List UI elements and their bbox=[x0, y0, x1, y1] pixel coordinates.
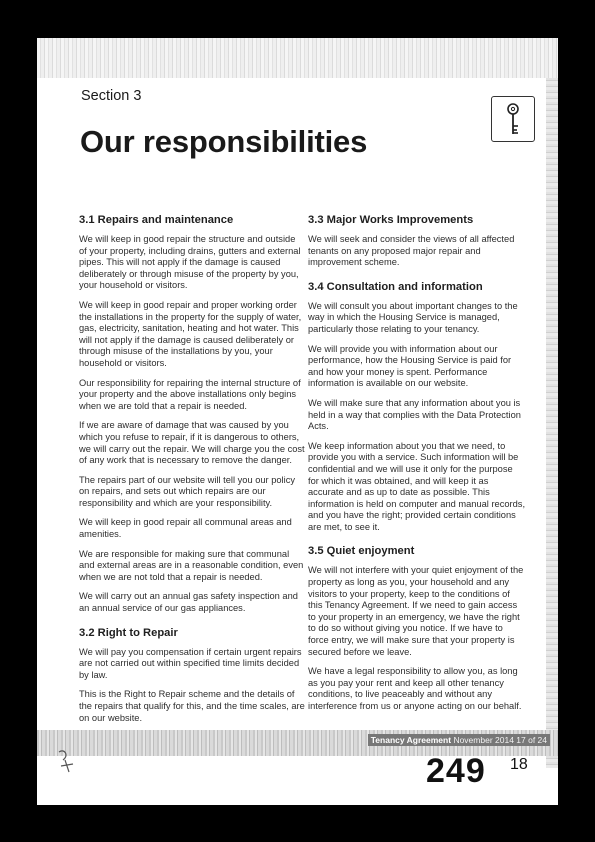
paragraph: We will seek and consider the views of all affected tenants on any proposed major repair and improvement scheme. bbox=[308, 234, 515, 268]
page-title: Our responsibilities bbox=[80, 124, 368, 159]
paragraph: We will provide you with information about our performance, how the Housing Service is paid for and how your money is spent. Performance information is available on our website. bbox=[308, 343, 512, 389]
paragraph: This is the Right to Repair scheme and the details of the repairs that qualify for this, and the time scales, are on our website. bbox=[79, 689, 305, 723]
section-label: Section 3 bbox=[81, 88, 142, 104]
paragraph: Our responsibility for repairing the internal structure of your property and the above installations only begins when we are told that a repair is needed. bbox=[79, 377, 301, 411]
footer-label bbox=[368, 734, 550, 746]
right-column bbox=[308, 214, 526, 721]
paragraph: If we are aware of damage that was caused by you which you refuse to repair, if it is dangerous to others, we will carry out the repair. We will charge you the cost of any work that is necessary to remove the danger. bbox=[79, 420, 305, 466]
heading-major-works: 3.3 Major Works Improvements bbox=[308, 214, 474, 226]
paragraph: We keep information about you that we need, to provide you with a service. Such information will be confidential and we will use it only for the purpose for which it was obtained, and will keep it as accurate and as up to date as possible. This information is held on computer and manual records, and you have the right; provided certain conditions are met, to see it. bbox=[308, 440, 526, 532]
heading-repairs-maintenance: 3.1 Repairs and maintenance bbox=[79, 214, 234, 226]
paragraph: We will keep in good repair all communal areas and amenities. bbox=[79, 517, 292, 540]
handwritten-mark bbox=[55, 746, 81, 776]
handwritten-page-number: 249 bbox=[426, 752, 486, 790]
document-page bbox=[37, 38, 558, 805]
heading-right-to-repair: 3.2 Right to Repair bbox=[79, 626, 178, 639]
paragraph: We will consult you about important changes to the way in which the Housing Service is managed, particularly those relating to your tenancy. bbox=[308, 300, 518, 334]
paragraph: We have a legal responsibility to allow you, as long as you pay your rent and keep all other tenancy conditions, to live peaceably and without any interference from us or anyone acting on our behalf. bbox=[308, 666, 522, 711]
scan-edge-right bbox=[546, 78, 558, 768]
heading-consultation: 3.4 Consultation and information bbox=[308, 280, 483, 293]
paragraph: We will pay you compensation if certain urgent repairs are not carried out within specified time limits decided by law. bbox=[79, 646, 302, 680]
paragraph: We will keep in good repair and proper working order the installations in the property for the supply of water, gas, electricity, sanitation, heating and hot water. This will not apply if the damage is caused deliberately or through misuse of the installations by you, your household or visitors. bbox=[79, 299, 302, 368]
heading-quiet-enjoyment: 3.5 Quiet enjoyment bbox=[308, 545, 415, 558]
paragraph: We will carry out an annual gas safety inspection and an annual service of our gas appliances. bbox=[79, 591, 298, 614]
scan-edge-top bbox=[37, 38, 558, 78]
key-icon bbox=[491, 96, 535, 142]
paragraph: We will not interfere with your quiet enjoyment of the property as long as you, your household and any visitors to your property, keep to the conditions of this Tenancy Agreement. If we need to gain access to your property in an emergency, we have the right to do so without giving you notice. If we have to force entry, we will make sure that your property is secured before we leave. bbox=[308, 565, 524, 657]
footer-page-number: November 2014 17 of 24 bbox=[453, 735, 547, 745]
handwritten-annotation: 18 bbox=[510, 756, 528, 773]
paragraph: We will make sure that any information about you is held in a way that complies with the Data Protection Acts. bbox=[308, 397, 521, 432]
footer-doc-name: Tenancy Agreement bbox=[370, 735, 452, 745]
paragraph: The repairs part of our website will tell you our policy on repairs, and sets out which repairs are our responsibility and which are your responsibility. bbox=[79, 474, 295, 508]
left-column bbox=[79, 214, 305, 732]
paragraph: We will keep in good repair the structure and outside of your property, including drains, gutters and external pipes. This will not apply if the damage is caused deliberately or through misuse of the property by you, your household or visitors. bbox=[79, 234, 301, 291]
paragraph: We are responsible for making sure that communal and external areas are in a reasonable condition, even when we are not told that a repair is needed. bbox=[79, 548, 304, 582]
